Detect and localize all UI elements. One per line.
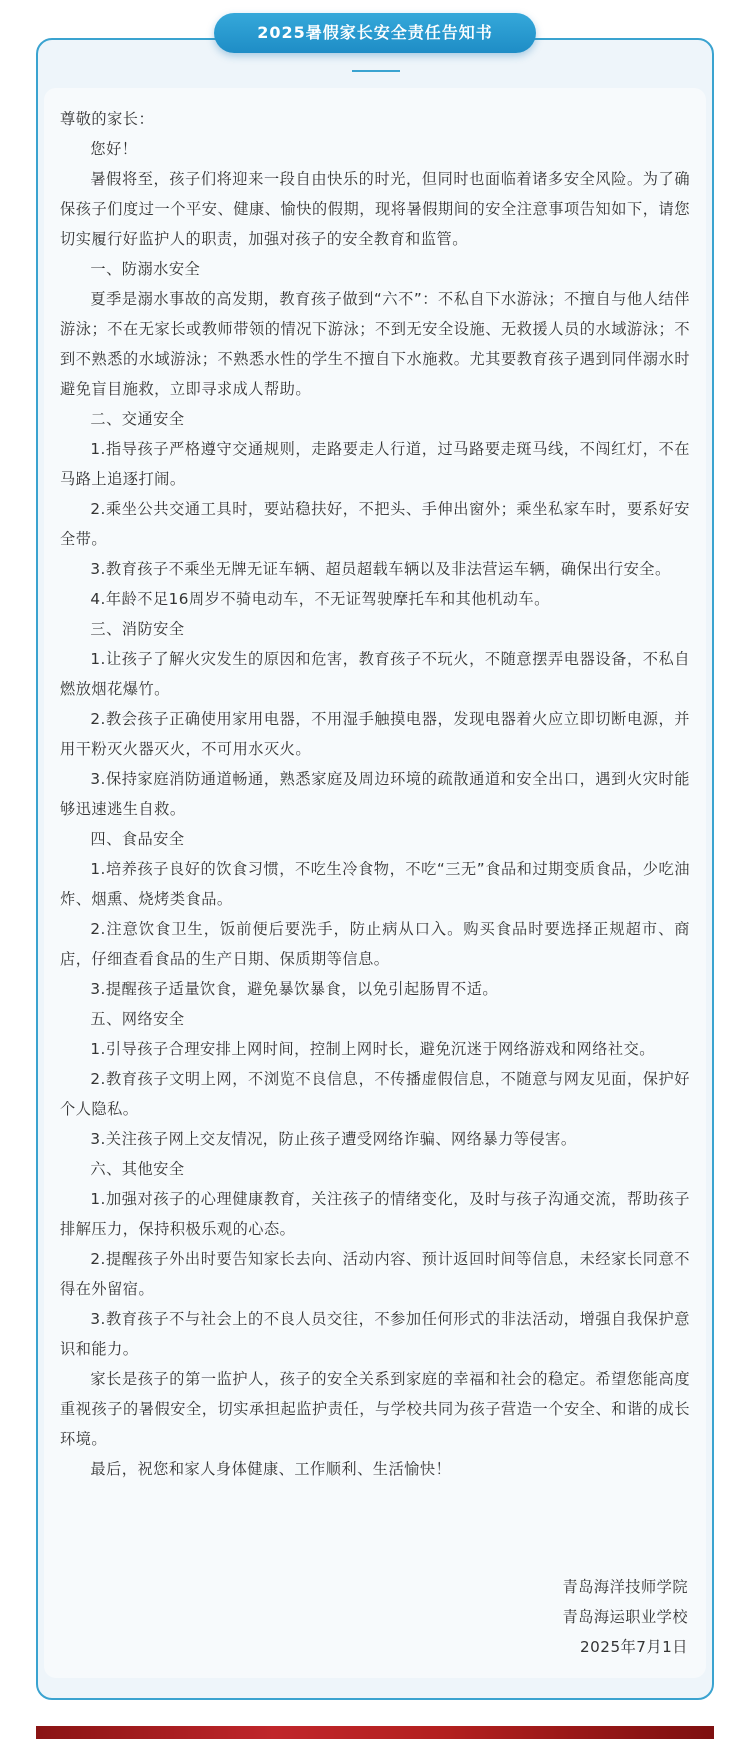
closing-paragraph: 家长是孩子的第一监护人，孩子的安全关系到家庭的幸福和社会的稳定。希望您能高度重视孩子的暑假安全，切实承担起监护责任，与学校共同为孩子营造一个安全、和谐的成长环境。 — [60, 1370, 690, 1448]
paragraph: 3.教育孩子不乘坐无牌无证车辆、超员超载车辆以及非法营运车辆，确保出行安全。 — [90, 560, 671, 578]
paragraph: 1.让孩子了解火灾发生的原因和危害，教育孩子不玩火，不随意摆弄电器设备，不私自燃放烟花爆竹。 — [60, 650, 690, 698]
paragraph: 1.引导孩子合理安排上网时间，控制上网时长，避免沉迷于网络游戏和网络社交。 — [90, 1040, 655, 1058]
section-heading-network: 五、网络安全 — [90, 1010, 185, 1028]
paragraph: 1.培养孩子良好的饮食习惯，不吃生冷食物，不吃“三无”食品和过期变质食品，少吃油炸、烟熏、烧烤类食品。 — [60, 860, 690, 908]
signature-org-1: 青岛海洋技师学院 — [562, 1578, 688, 1596]
letter-body — [60, 104, 690, 1484]
paragraph: 3.教育孩子不与社会上的不良人员交往，不参加任何形式的非法活动，增强自我保护意识和能力。 — [60, 1310, 690, 1358]
paragraph: 3.提醒孩子适量饮食，避免暴饮暴食，以免引起肠胃不适。 — [90, 980, 499, 998]
signature-date: 2025年7月1日 — [579, 1638, 688, 1656]
section-heading-other: 六、其他安全 — [90, 1160, 185, 1178]
bottom-banner-strip — [36, 1726, 714, 1739]
paragraph: 3.关注孩子网上交友情况，防止孩子遭受网络诈骗、网络暴力等侵害。 — [90, 1130, 577, 1148]
salutation: 尊敬的家长： — [60, 110, 155, 128]
paragraph: 3.保持家庭消防通道畅通，熟悉家庭及周边环境的疏散通道和安全出口，遇到火灾时能够迅速逃生自救。 — [60, 770, 690, 818]
section-heading-fire: 三、消防安全 — [90, 620, 185, 638]
section-heading-food: 四、食品安全 — [90, 830, 185, 848]
paragraph: 2.教育孩子文明上网，不浏览不良信息，不传播虚假信息，不随意与网友见面，保护好个人隐私。 — [60, 1070, 690, 1118]
intro-paragraph: 暑假将至，孩子们将迎来一段自由快乐的时光，但同时也面临着诸多安全风险。为了确保孩子们度过一个平安、健康、愉快的假期，现将暑假期间的安全注意事项告知如下，请您切实履行好监护人的职责，加强对孩子的安全教育和监管。 — [60, 170, 690, 248]
closing-wishes: 最后，祝您和家人身体健康、工作顺利、生活愉快！ — [90, 1460, 452, 1478]
title-divider — [352, 70, 400, 72]
paragraph: 2.注意饮食卫生，饭前便后要洗手，防止病从口入。购买食品时要选择正规超市、商店，仔细查看食品的生产日期、保质期等信息。 — [60, 920, 690, 968]
paragraph: 1.加强对孩子的心理健康教育，关注孩子的情绪变化，及时与孩子沟通交流，帮助孩子排解压力，保持积极乐观的心态。 — [60, 1190, 690, 1238]
section-heading-traffic: 二、交通安全 — [90, 410, 185, 428]
paragraph: 4.年龄不足16周岁不骑电动车，不无证驾驶摩托车和其他机动车。 — [90, 590, 550, 608]
greeting: 您好！ — [90, 140, 138, 158]
section-heading-drowning: 一、防溺水安全 — [90, 260, 201, 278]
paragraph: 1.指导孩子严格遵守交通规则，走路要走人行道，过马路要走斑马线，不闯红灯，不在马路上追逐打闹。 — [60, 440, 690, 488]
paragraph: 2.提醒孩子外出时要告知家长去向、活动内容、预计返回时间等信息，未经家长同意不得在外留宿。 — [60, 1250, 690, 1298]
signature-org-2: 青岛海运职业学校 — [562, 1608, 688, 1626]
page-title: 2025暑假家长安全责任告知书 — [214, 13, 536, 53]
paragraph: 2.教会孩子正确使用家用电器，不用湿手触摸电器，发现电器着火应立即切断电源，并用干粉灭火器灭火，不可用水灭火。 — [60, 710, 690, 758]
paragraph: 夏季是溺水事故的高发期，教育孩子做到“六不”：不私自下水游泳；不擅自与他人结伴游泳；不在无家长或教师带领的情况下游泳；不到无安全设施、无救援人员的水域游泳；不到不熟悉的水域游泳；不熟悉水性的学生不擅自下水施救。尤其要教育孩子遇到同伴溺水时避免盲目施救，立即寻求成人帮助。 — [60, 290, 690, 398]
paragraph: 2.乘坐公共交通工具时，要站稳扶好，不把头、手伸出窗外；乘坐私家车时，要系好安全带。 — [60, 500, 690, 548]
signature-block — [563, 1572, 689, 1662]
